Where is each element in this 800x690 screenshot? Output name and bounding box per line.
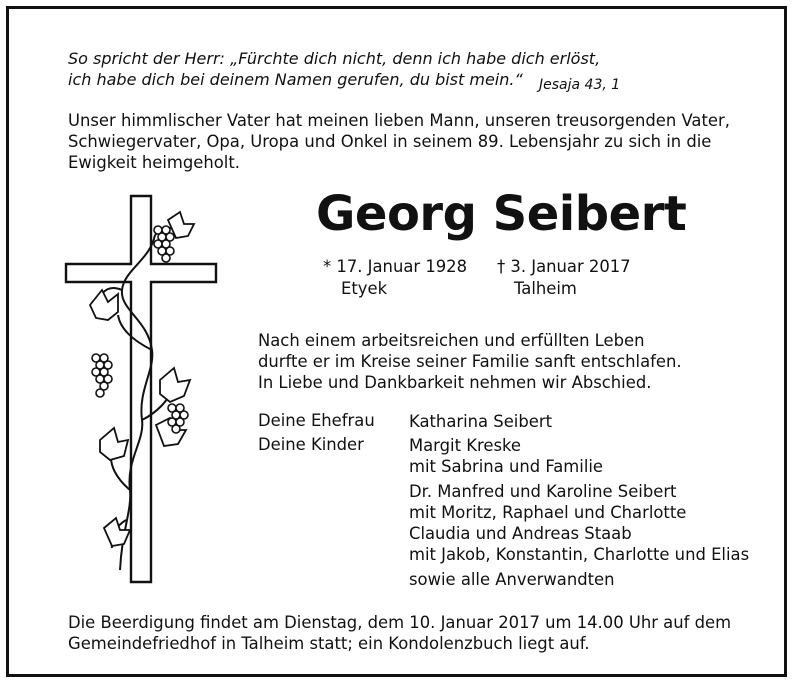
child-name: Claudia und Andreas Staab — [409, 524, 632, 543]
funeral-line-2: Gemeindefriedhof in Talheim statt; ein Kondolenzbuch liegt auf. — [68, 634, 590, 653]
birth-place: Etyek — [341, 279, 388, 298]
death-date: † 3. Januar 2017 — [497, 257, 631, 276]
birth-info — [323, 256, 467, 300]
funeral-notice — [68, 612, 731, 654]
relatives-line: sowie alle Anverwandten — [409, 570, 615, 589]
intro-text — [68, 110, 730, 173]
verse-line-1: So spricht der Herr: „Fürchte dich nicht, denn ich habe dich erlöst, — [68, 49, 601, 68]
child-entry — [409, 481, 686, 523]
birth-date: * 17. Januar 1928 — [323, 257, 468, 276]
child-family: mit Jakob, Konstantin, Charlotte und Elias — [409, 545, 750, 564]
spouse-name: Katharina Seibert — [409, 412, 552, 431]
funeral-line-1: Die Beerdigung findet am Dienstag, dem 10. Januar 2017 um 14.00 Uhr auf dem — [68, 613, 732, 632]
message-line-1: Nach einem arbeitsreichen und erfüllten Leben — [258, 331, 645, 350]
child-name: Margit Kreske — [409, 436, 521, 455]
child-entry — [409, 523, 749, 565]
children-label: Deine Kinder — [258, 435, 364, 454]
bible-verse — [68, 48, 600, 90]
intro-line-1: Unser himmlischer Vater hat meinen lieben Mann, unseren treusorgenden Vater, — [68, 111, 730, 130]
message-line-3: In Liebe und Dankbarkeit nehmen wir Abschied. — [258, 373, 652, 392]
death-info — [497, 256, 631, 300]
spouse-label: Deine Ehefrau — [258, 411, 375, 430]
farewell-message — [258, 330, 682, 393]
intro-line-2: Schwiegervater, Opa, Uropa und Onkel in seinem 89. Lebensjahr zu sich in die — [68, 132, 712, 151]
child-family: mit Moritz, Raphael und Charlotte — [409, 503, 687, 522]
verse-reference: Jesaja 43, 1 — [539, 77, 621, 93]
message-line-2: durfte er im Kreise seiner Familie sanft entschlafen. — [258, 352, 682, 371]
deceased-name: Georg Seibert — [316, 186, 687, 242]
child-family: mit Sabrina und Familie — [409, 457, 604, 476]
intro-line-3: Ewigkeit heimgeholt. — [68, 153, 240, 172]
death-place: Talheim — [514, 279, 577, 298]
child-name: Dr. Manfred und Karoline Seibert — [409, 482, 677, 501]
child-entry — [409, 435, 603, 477]
verse-line-2: ich habe dich bei deinem Namen gerufen, du bist mein.“ — [68, 70, 523, 89]
cross-with-vine-icon — [60, 190, 230, 590]
